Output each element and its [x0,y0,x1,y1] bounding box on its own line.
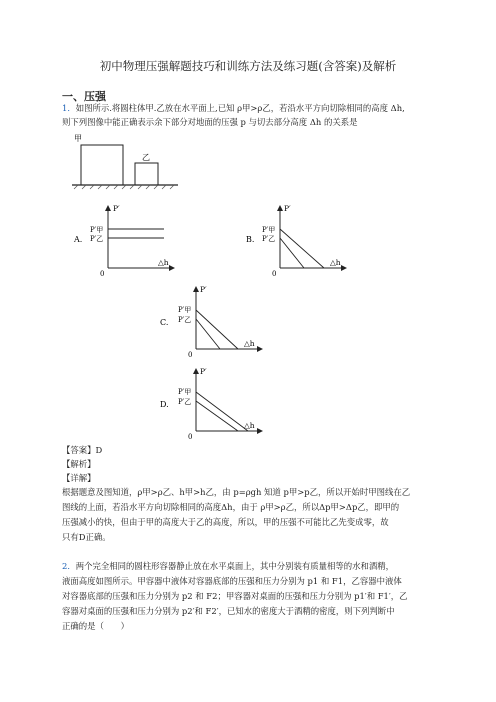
page-title: 初中物理压强解题技巧和训练方法及练习题(含答案)及解析 [99,59,397,73]
origin-label: 0 [188,433,193,441]
option-b-graph [246,202,356,278]
p-yi-label: P′乙 [90,235,104,243]
p-jia-label: P′甲 [90,226,104,234]
p-axis-label: P′ [284,204,291,213]
question-2-text-line-1 [62,560,394,573]
p-yi-label: P′乙 [262,235,276,243]
question-number: 2． [62,561,76,571]
origin-label: 0 [272,270,277,278]
cylinder-yi-label: 乙 [142,153,150,162]
question-1-line-1: 如图所示.将圆柱体甲.乙放在水平面上,已知 ρ甲>ρ乙，若沿水平方向切除相同的高度 Δh, [75,103,405,113]
question-2-line-2: 液面高度如图所示。甲容器中液体对容器底部的压强和压力分别为 p1 和 F1，乙容器中液体 [62,576,402,586]
p-yi-label: P′乙 [178,316,192,324]
yi-curve [196,401,238,431]
option-a-graph [70,202,180,278]
jia-curve [196,392,248,431]
explanation-line-3: 压强减小的快，但由于甲的高度大于乙的高度，所以，甲的压强不可能比乙先变成零，故 [62,517,389,527]
cylinder-yi [135,163,158,185]
option-label: B. [246,235,255,244]
option-label: C. [160,318,169,327]
question-1-line-2: 则下列图像中能正确表示余下部分对地面的压强 p 与切去部分高度 Δh 的关系是 [62,117,358,127]
ground-hatching [74,185,174,189]
h-axis-label: △h [244,421,255,430]
question-2-line-4: 容器对桌面的压强和压力分别为 p2′和 F2′，已知水的密度大于酒精的密度，则下列判断中 [62,606,395,616]
option-label: A. [74,235,83,244]
explanation-line-1: 根据题意及图知道，ρ甲>ρ乙、h甲>h乙，由 p=ρgh 知道 p甲>p乙，所以开始时甲图线在乙 [62,487,411,497]
cylinder-jia-label: 甲 [74,134,82,143]
question-1-text-line-1 [62,102,405,115]
cylinders-figure [62,132,182,190]
jia-curve [196,310,238,349]
origin-label: 0 [188,351,193,359]
cylinder-jia [81,145,123,185]
h-axis-label: △h [330,258,341,267]
p-jia-label: P′甲 [178,306,192,314]
p-axis-label: P′ [200,285,207,294]
analysis-label: 【解析】 [62,459,96,469]
yi-curve [196,319,220,349]
h-axis-label: △h [158,258,169,267]
p-jia-label: P′甲 [178,388,192,396]
yi-curve [280,238,304,268]
h-axis-label: △h [244,339,255,348]
answer-label: 【答案】D [62,445,103,455]
section-heading: 一、压强 [62,90,106,103]
p-axis-label: P′ [200,367,207,376]
detail-label: 【详解】 [62,473,96,483]
p-yi-label: P′乙 [178,398,192,406]
question-2-line-1: 两个完全相同的圆柱形容器静止放在水平桌面上，其中分别装有质量相等的水和酒精， [75,561,394,571]
option-c-graph [158,283,268,359]
option-label: D. [160,400,169,409]
question-number: 1． [62,103,76,113]
jia-curve [280,229,324,268]
question-2-line-5: 正确的是（ ） [62,621,129,631]
question-2-line-3: 对容器底部的压强和压力分别为 p2 和 F2；甲容器对桌面的压强和压力分别为 p1′和 F1′，乙 [62,591,408,601]
option-d-graph [158,365,268,441]
p-axis-label: P′ [113,204,120,213]
origin-label: 0 [100,270,105,278]
explanation-line-4: 只有D正确。 [62,532,111,542]
explanation-line-2: 图线的上面，若沿水平方向切除相同的高度Δh，由于 ρ甲>ρ乙，所以Δp甲>Δp乙，即甲的 [62,502,400,512]
p-jia-label: P′甲 [262,226,276,234]
